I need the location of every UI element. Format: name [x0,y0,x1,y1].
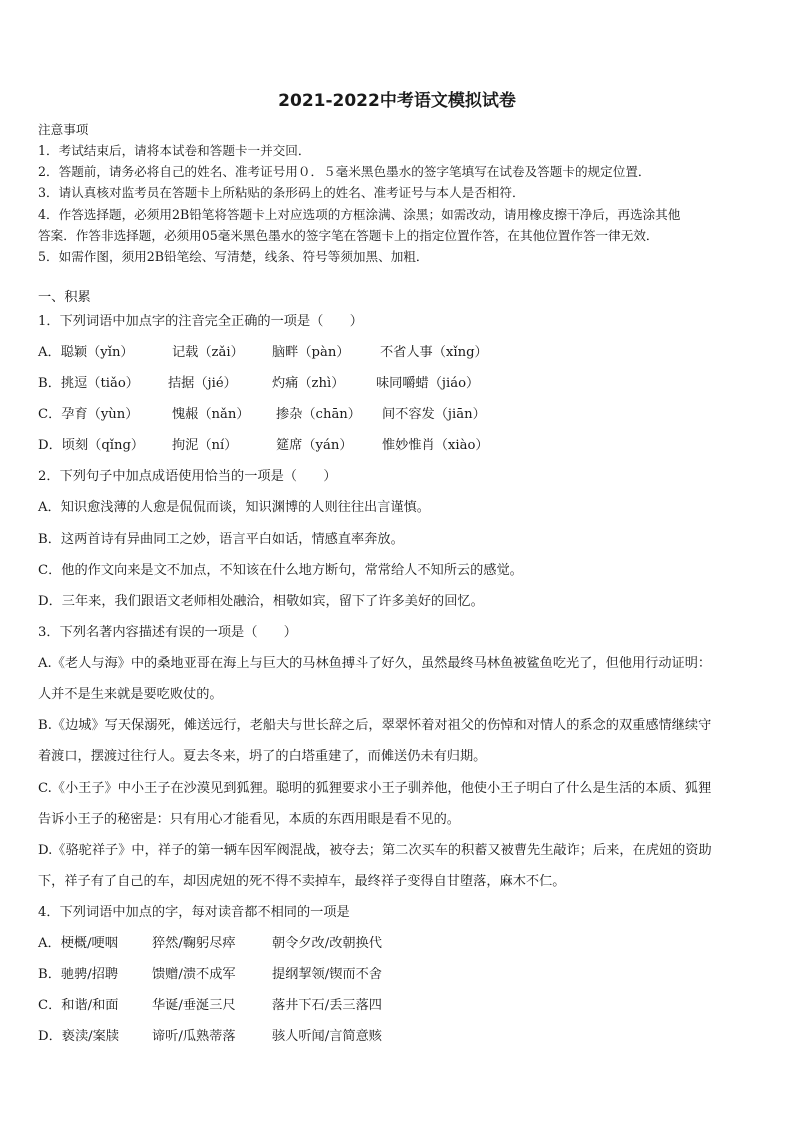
option-d-line-1: D.《骆驼祥子》中，祥子的第一辆车因军阀混战，被夺去；第二次买车的积蓄又被曹先生敲诈；后来，在虎妞的资助 [38,843,712,858]
option-d-word-1: D．顷刻（qǐng） [38,438,145,453]
option-c-line-1: C.《小王子》中小王子在沙漠见到狐狸。聪明的狐狸要求小王子驯养他，他使小王子明白了什么是生活的本质、狐狸 [38,781,712,796]
option-b-line-1: B.《边城》写天保溺死，傩送远行，老船夫与世长辞之后，翠翠怀着对祖父的伤悼和对情人的系念的双重感情继续守 [38,718,712,733]
option-a-word-3: 脑畔（pàn） [272,345,350,360]
option-a-word-4: 不省人事（xǐng） [380,345,488,360]
question-stem: 1．下列词语中加点字的注音完全正确的一项是（ ） [38,314,363,329]
notes-item: 1．考试结束后，请将本试卷和答题卡一并交回． [38,143,311,158]
option-c: C．他的作文向来是文不加点，不知该在什么地方断句，常常给人不知所云的感觉。 [38,563,523,578]
section-heading: 一、积累 [38,290,91,305]
option-a: A．知识愈浅薄的人愈是侃侃而谈，知识渊博的人则往往出言谨慎。 [38,500,430,515]
option-b-line-2: 着渡口，摆渡过往行人。夏去冬来，坍了的白塔重建了，而傩送仍未有归期。 [38,749,487,764]
option-c-pair-1: C．和谐/和面 [38,998,119,1013]
option-b-pair-2: 馈赠/溃不成军 [152,967,236,982]
notes-item: 4．作答选择题，必须用2B铅笔将答题卡上对应选项的方框涂满、涂黑；如需改动，请用橡皮擦干净后，再选涂其他 [38,207,681,222]
question-stem: 3．下列名著内容描述有误的一项是（ ） [38,625,297,640]
option-a-pair-3: 朝令夕改/改朝换代 [272,936,382,951]
option-a-pair-1: A．梗概/哽咽 [38,936,118,951]
option-a-line-1: A.《老人与海》中的桑地亚哥在海上与巨大的马林鱼搏斗了好久，虽然最终马林鱼被鲨鱼吃光了，但他用行动证明： [38,656,712,671]
question-stem: 4．下列词语中加点的字，每对读音都不相同的一项是 [38,905,350,920]
option-c-pair-3: 落井下石/丢三落四 [272,998,382,1013]
notes-item: 答案．作答非选择题，必须用05毫米黑色墨水的签字笔在答题卡上的指定位置作答，在其他位置作答一律无效． [38,228,659,243]
option-d-line-2: 下，祥子有了自己的车，却因虎妞的死不得不卖掉车，最终祥子变得自甘堕落，麻木不仁。 [38,874,566,889]
option-d-word-3: 筵席（yán） [276,438,353,453]
option-c-line-2: 告诉小王子的秘密是：只有用心才能看见，本质的东西用眼是看不见的。 [38,812,460,827]
option-b-pair-1: B．驰骋/招聘 [38,967,119,982]
option-a-word-1: A．聪颖（yǐn） [38,345,134,360]
notes-item: 3．请认真核对监考员在答题卡上所粘贴的条形码上的姓名、准考证号与本人是否相符． [38,185,525,200]
option-a-pair-2: 猝然/鞠躬尽瘁 [152,936,236,951]
notes-heading: 注意事项 [38,122,89,137]
option-a-word-2: 记载（zǎi） [172,345,244,360]
option-d-pair-2: 谛听/瓜熟蒂落 [152,1029,236,1044]
option-a-line-2: 人并不是生来就是要吃败仗的。 [38,687,223,702]
option-b-pair-3: 提纲挈领/锲而不舍 [272,967,382,982]
option-c-pair-2: 华诞/垂涎三尺 [152,998,236,1013]
notes-item: 5．如需作图，须用2B铅笔绘、写清楚，线条、符号等须加黑、加粗． [38,249,429,264]
question-stem: 2．下列句子中加点成语使用恰当的一项是（ ） [38,469,337,484]
option-b-word-1: B．挑逗（tiǎo） [38,376,139,391]
option-b: B．这两首诗有异曲同工之妙，语言平白如话，情感直率奔放。 [38,532,404,547]
option-b-word-2: 拮据（jié） [168,376,237,391]
option-b-word-4: 味同嚼蜡（jiáo） [376,376,480,391]
option-d-word-2: 拘泥（ní） [172,438,238,453]
option-c-word-1: C．孕育（yùn） [38,407,139,422]
option-c-word-4: 间不容发（jiān） [382,407,486,422]
option-c-word-2: 愧赧（nǎn） [172,407,250,422]
page-title: 2021-2022中考语文模拟试卷 [278,91,516,111]
option-c-word-3: 掺杂（chān） [276,407,361,422]
option-d-pair-3: 骇人听闻/言简意赅 [272,1029,382,1044]
option-d-word-4: 惟妙惟肖（xiào） [382,438,489,453]
notes-item: 2．答题前，请务必将自己的姓名、准考证号用０．５毫米黑色墨水的签字笔填写在试卷及答题卡的规定位置． [38,164,651,179]
option-d: D．三年来，我们跟语文老师相处融洽，相敬如宾，留下了许多美好的回忆。 [38,594,484,609]
option-d-pair-1: D．亵渎/案牍 [38,1029,119,1044]
option-b-word-3: 灼痛（zhì） [272,376,345,391]
